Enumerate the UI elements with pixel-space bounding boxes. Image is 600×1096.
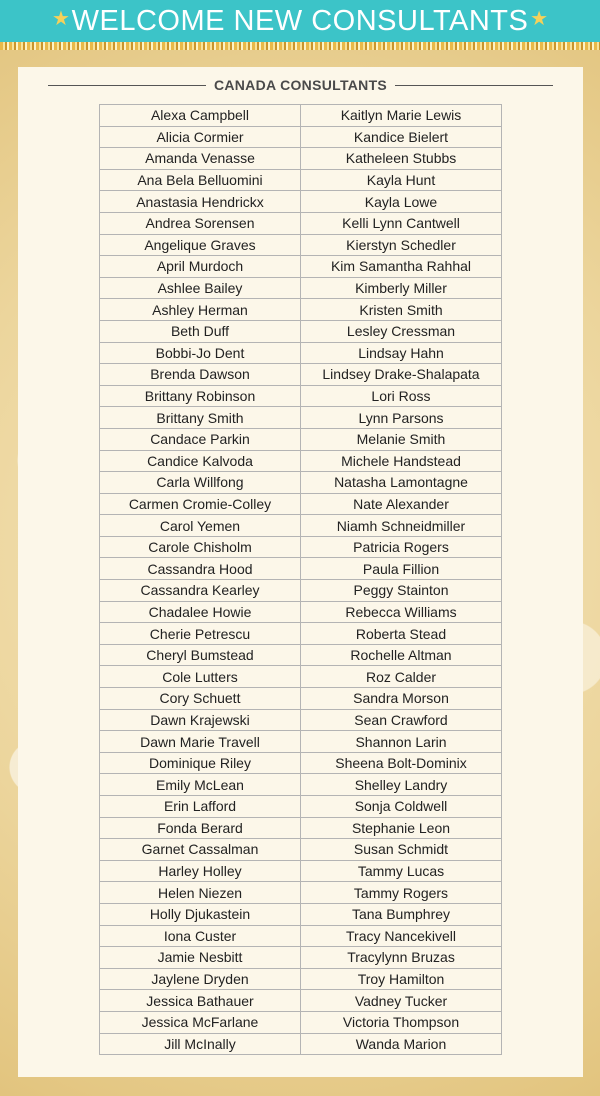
consultant-name: Carol Yemen — [100, 515, 301, 537]
consultant-name: Kaitlyn Marie Lewis — [301, 105, 502, 127]
consultant-name: Brittany Smith — [100, 407, 301, 429]
table-row — [100, 709, 502, 731]
consultant-name: Ashley Herman — [100, 299, 301, 321]
table-row — [100, 536, 502, 558]
consultant-name: Roberta Stead — [301, 623, 502, 645]
table-row — [100, 234, 502, 256]
consultant-name: Lindsay Hahn — [301, 342, 502, 364]
consultant-name: Harley Holley — [100, 860, 301, 882]
consultant-name: Brittany Robinson — [100, 385, 301, 407]
table-row — [100, 666, 502, 688]
consultant-name: Sheena Bolt-Dominix — [301, 752, 502, 774]
consultant-name: Fonda Berard — [100, 817, 301, 839]
consultant-name: Nate Alexander — [301, 493, 502, 515]
consultant-name: Kelli Lynn Cantwell — [301, 212, 502, 234]
table-row — [100, 644, 502, 666]
consultant-name: Patricia Rogers — [301, 536, 502, 558]
consultant-name: Peggy Stainton — [301, 580, 502, 602]
table-row — [100, 385, 502, 407]
table-row — [100, 299, 502, 321]
consultant-name: Alexa Campbell — [100, 105, 301, 127]
consultant-name: Anastasia Hendrickx — [100, 191, 301, 213]
table-row — [100, 493, 502, 515]
consultant-name: Roz Calder — [301, 666, 502, 688]
consultant-name: Jessica Bathauer — [100, 990, 301, 1012]
consultant-name: Andrea Sorensen — [100, 212, 301, 234]
consultant-name: Stephanie Leon — [301, 817, 502, 839]
divider — [48, 85, 206, 86]
consultant-name: Shannon Larin — [301, 731, 502, 753]
consultant-name: Melanie Smith — [301, 428, 502, 450]
consultant-table — [99, 104, 502, 1055]
consultant-name: Cassandra Kearley — [100, 580, 301, 602]
table-row — [100, 796, 502, 818]
table-row — [100, 256, 502, 278]
consultant-name: Amanda Venasse — [100, 148, 301, 170]
consultant-card — [18, 67, 583, 1077]
consultant-name: Kayla Hunt — [301, 169, 502, 191]
consultant-name: Sean Crawford — [301, 709, 502, 731]
consultant-name: Kandice Bielert — [301, 126, 502, 148]
table-row — [100, 688, 502, 710]
consultant-name: Dominique Riley — [100, 752, 301, 774]
consultant-name: Candice Kalvoda — [100, 450, 301, 472]
header-banner — [0, 0, 600, 42]
table-row — [100, 774, 502, 796]
consultant-name: Ana Bela Belluomini — [100, 169, 301, 191]
consultant-name: Vadney Tucker — [301, 990, 502, 1012]
consultant-name: Dawn Krajewski — [100, 709, 301, 731]
consultant-name: Susan Schmidt — [301, 839, 502, 861]
consultant-name: Lori Ross — [301, 385, 502, 407]
table-row — [100, 860, 502, 882]
consultant-name: Wanda Marion — [301, 1033, 502, 1055]
consultant-name: Tana Bumphrey — [301, 903, 502, 925]
consultant-name: Carmen Cromie-Colley — [100, 493, 301, 515]
consultant-name: Tammy Lucas — [301, 860, 502, 882]
consultant-name: Cheryl Bumstead — [100, 644, 301, 666]
consultant-name: Troy Hamilton — [301, 968, 502, 990]
table-row — [100, 428, 502, 450]
table-row — [100, 515, 502, 537]
consultant-name: Kristen Smith — [301, 299, 502, 321]
consultant-name: Rebecca Williams — [301, 601, 502, 623]
table-row — [100, 191, 502, 213]
consultant-name: Iona Custer — [100, 925, 301, 947]
glitter-border — [0, 42, 600, 50]
consultant-name: Kayla Lowe — [301, 191, 502, 213]
consultant-name: Jamie Nesbitt — [100, 947, 301, 969]
consultant-name: Kimberly Miller — [301, 277, 502, 299]
consultant-name: Jill McInally — [100, 1033, 301, 1055]
table-row — [100, 925, 502, 947]
table-row — [100, 601, 502, 623]
consultant-name: Carole Chisholm — [100, 536, 301, 558]
consultant-name: Natasha Lamontagne — [301, 472, 502, 494]
table-row — [100, 148, 502, 170]
consultant-name: Candace Parkin — [100, 428, 301, 450]
consultant-name: Jaylene Dryden — [100, 968, 301, 990]
table-row — [100, 752, 502, 774]
star-icon: ★ — [530, 8, 548, 30]
consultant-name: Paula Fillion — [301, 558, 502, 580]
table-row — [100, 839, 502, 861]
table-row — [100, 731, 502, 753]
consultant-name: Cherie Petrescu — [100, 623, 301, 645]
consultant-name: Kierstyn Schedler — [301, 234, 502, 256]
consultant-name: Tracy Nancekivell — [301, 925, 502, 947]
consultant-name: Angelique Graves — [100, 234, 301, 256]
table-row — [100, 277, 502, 299]
consultant-name: Sandra Morson — [301, 688, 502, 710]
table-row — [100, 212, 502, 234]
table-row — [100, 320, 502, 342]
consultant-name: Rochelle Altman — [301, 644, 502, 666]
consultant-name: Michele Handstead — [301, 450, 502, 472]
table-row — [100, 882, 502, 904]
table-row — [100, 968, 502, 990]
table-row — [100, 105, 502, 127]
section-header — [48, 77, 553, 93]
section-title: CANADA CONSULTANTS — [213, 77, 388, 93]
table-row — [100, 947, 502, 969]
consultant-name: Lesley Cressman — [301, 320, 502, 342]
table-row — [100, 558, 502, 580]
consultant-name: Beth Duff — [100, 320, 301, 342]
consultant-name: Kim Samantha Rahhal — [301, 256, 502, 278]
consultant-name: Tracylynn Bruzas — [301, 947, 502, 969]
consultant-name: Holly Djukastein — [100, 903, 301, 925]
consultant-name: Katheleen Stubbs — [301, 148, 502, 170]
consultant-name: Cassandra Hood — [100, 558, 301, 580]
consultant-name: Ashlee Bailey — [100, 277, 301, 299]
divider — [395, 85, 553, 86]
table-row — [100, 407, 502, 429]
table-row — [100, 817, 502, 839]
consultant-name: Victoria Thompson — [301, 1011, 502, 1033]
consultant-name: Cole Lutters — [100, 666, 301, 688]
consultant-name: Brenda Dawson — [100, 364, 301, 386]
table-row — [100, 364, 502, 386]
consultant-name: Carla Willfong — [100, 472, 301, 494]
table-row — [100, 450, 502, 472]
consultant-name: Erin Lafford — [100, 796, 301, 818]
table-row — [100, 169, 502, 191]
consultant-name: Chadalee Howie — [100, 601, 301, 623]
consultant-name: Emily McLean — [100, 774, 301, 796]
consultant-name: Lynn Parsons — [301, 407, 502, 429]
page-title: WELCOME NEW CONSULTANTS — [71, 4, 529, 37]
table-row — [100, 1033, 502, 1055]
table-row — [100, 990, 502, 1012]
consultant-name: Shelley Landry — [301, 774, 502, 796]
table-row — [100, 1011, 502, 1033]
consultant-name: Garnet Cassalman — [100, 839, 301, 861]
consultant-name: April Murdoch — [100, 256, 301, 278]
consultant-name: Cory Schuett — [100, 688, 301, 710]
consultant-name: Tammy Rogers — [301, 882, 502, 904]
consultant-name: Bobbi-Jo Dent — [100, 342, 301, 364]
table-row — [100, 580, 502, 602]
consultant-name: Sonja Coldwell — [301, 796, 502, 818]
consultant-name: Alicia Cormier — [100, 126, 301, 148]
consultant-name: Helen Niezen — [100, 882, 301, 904]
table-row — [100, 903, 502, 925]
table-row — [100, 623, 502, 645]
star-icon: ★ — [52, 8, 70, 30]
consultant-name: Niamh Schneidmiller — [301, 515, 502, 537]
consultant-name: Jessica McFarlane — [100, 1011, 301, 1033]
table-row — [100, 342, 502, 364]
table-row — [100, 472, 502, 494]
consultant-name: Lindsey Drake-Shalapata — [301, 364, 502, 386]
consultant-name: Dawn Marie Travell — [100, 731, 301, 753]
table-row — [100, 126, 502, 148]
